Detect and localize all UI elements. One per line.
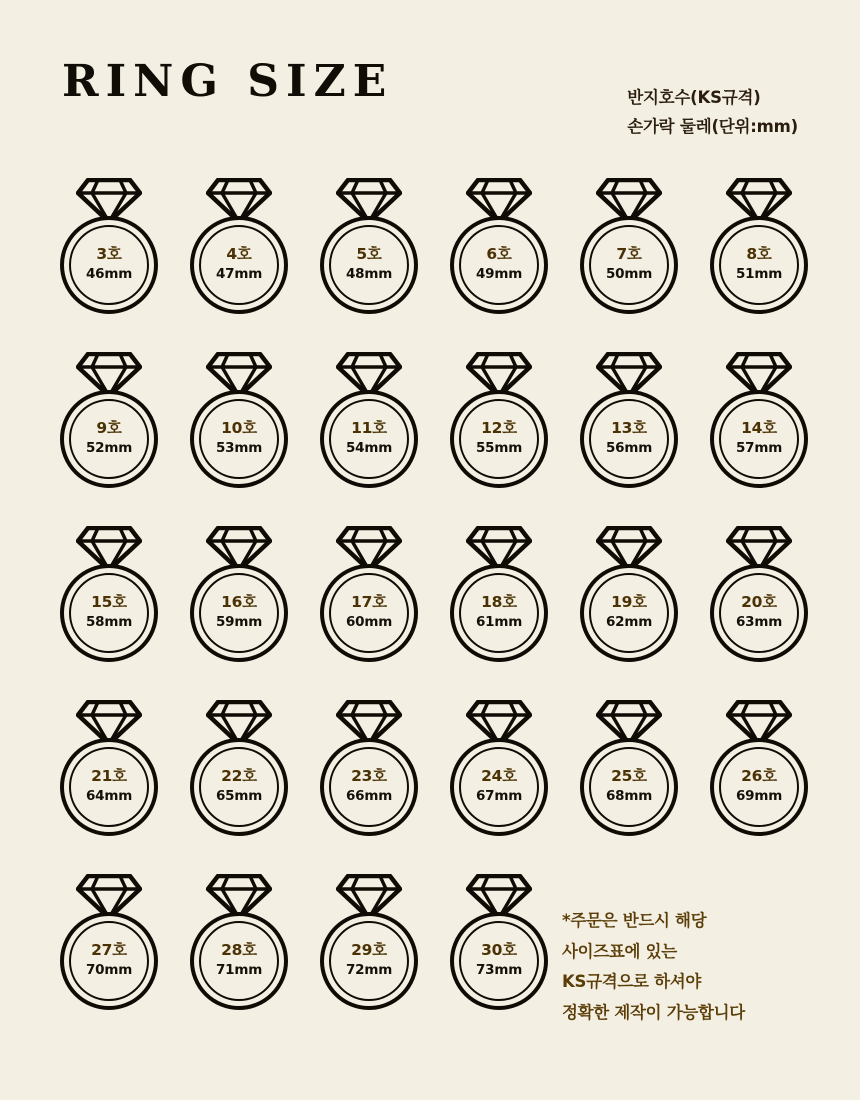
- ring-size-labels: [441, 766, 557, 805]
- ring-size-cell[interactable]: [564, 178, 694, 352]
- ring-size-number: 9호: [96, 419, 122, 437]
- ring-size-labels: [441, 940, 557, 979]
- ring-size-cell[interactable]: [174, 352, 304, 526]
- ring-size-cell[interactable]: [434, 526, 564, 700]
- ring-size-number: 8호: [746, 245, 772, 263]
- ring-size-number: 11호: [351, 419, 387, 437]
- footnote-line-1: *주문은 반드시 해당: [562, 911, 707, 930]
- ring-size-cell[interactable]: [174, 874, 304, 1048]
- ring-illustration: [51, 526, 167, 662]
- header-notes: [627, 84, 798, 142]
- ring-size-cell[interactable]: [44, 874, 174, 1048]
- ring-size-number: 7호: [616, 245, 642, 263]
- ring-size-cell[interactable]: [304, 874, 434, 1048]
- ring-illustration: [701, 526, 817, 662]
- chart-header: [62, 52, 798, 162]
- ring-circumference-mm: 55mm: [475, 439, 523, 456]
- ring-size-labels: [51, 940, 167, 979]
- ring-size-number: 20호: [741, 593, 777, 611]
- ring-size-number: 26호: [741, 767, 777, 785]
- ring-size-number: 29호: [351, 941, 387, 959]
- ring-size-cell[interactable]: [434, 700, 564, 874]
- ring-circumference-mm: 67mm: [475, 787, 523, 804]
- ring-size-labels: [701, 418, 817, 457]
- ring-size-labels: [181, 766, 297, 805]
- ring-size-number: 23호: [351, 767, 387, 785]
- ring-size-labels: [701, 766, 817, 805]
- ring-size-labels: [181, 940, 297, 979]
- ring-size-labels: [51, 592, 167, 631]
- ring-size-cell[interactable]: [434, 874, 564, 1048]
- ring-size-labels: [181, 244, 297, 283]
- ring-size-number: 4호: [226, 245, 252, 263]
- ring-size-cell[interactable]: [44, 700, 174, 874]
- ring-size-number: 16호: [221, 593, 257, 611]
- ring-size-labels: [441, 592, 557, 631]
- ring-size-cell[interactable]: [564, 526, 694, 700]
- ring-size-number: 21호: [91, 767, 127, 785]
- ring-circumference-mm: 53mm: [215, 439, 263, 456]
- ring-circumference-mm: 61mm: [475, 613, 523, 630]
- ring-size-number: 14호: [741, 419, 777, 437]
- ring-size-cell[interactable]: [44, 352, 174, 526]
- ring-size-number: 25호: [611, 767, 647, 785]
- ring-size-number: 24호: [481, 767, 517, 785]
- ring-illustration: [441, 700, 557, 836]
- ring-size-number: 17호: [351, 593, 387, 611]
- ring-size-number: 6호: [486, 245, 512, 263]
- footnote-line-3: KS규격으로 하셔야: [562, 972, 701, 992]
- ring-size-cell[interactable]: [434, 352, 564, 526]
- ring-size-labels: [441, 244, 557, 283]
- ring-circumference-mm: 65mm: [215, 787, 263, 804]
- ring-circumference-mm: 62mm: [605, 613, 653, 630]
- ring-illustration: [311, 526, 427, 662]
- ring-illustration: [571, 526, 687, 662]
- ring-size-cell[interactable]: [44, 526, 174, 700]
- ring-size-cell[interactable]: [304, 526, 434, 700]
- ring-illustration: [311, 700, 427, 836]
- ring-size-number: 27호: [91, 941, 127, 959]
- ring-size-cell[interactable]: [564, 700, 694, 874]
- ring-size-cell[interactable]: [694, 178, 824, 352]
- ring-illustration: [181, 352, 297, 488]
- ring-size-cell[interactable]: [174, 178, 304, 352]
- ring-size-labels: [51, 418, 167, 457]
- ring-illustration: [51, 700, 167, 836]
- header-note-line-1: 반지호수(KS규격): [627, 88, 761, 107]
- ring-size-labels: [441, 418, 557, 457]
- ring-illustration: [311, 352, 427, 488]
- ring-size-labels: [51, 244, 167, 283]
- ring-size-number: 12호: [481, 419, 517, 437]
- ring-illustration: [441, 352, 557, 488]
- ring-circumference-mm: 72mm: [345, 961, 393, 978]
- ring-circumference-mm: 58mm: [85, 613, 133, 630]
- ring-size-number: 28호: [221, 941, 257, 959]
- ring-size-labels: [51, 766, 167, 805]
- ring-circumference-mm: 52mm: [85, 439, 133, 456]
- ring-circumference-mm: 71mm: [215, 961, 263, 978]
- ring-illustration: [571, 700, 687, 836]
- ring-illustration: [181, 178, 297, 314]
- ring-size-number: 22호: [221, 767, 257, 785]
- ring-circumference-mm: 50mm: [605, 265, 653, 282]
- ring-circumference-mm: 64mm: [85, 787, 133, 804]
- ring-circumference-mm: 66mm: [345, 787, 393, 804]
- ring-illustration: [571, 178, 687, 314]
- ring-size-labels: [571, 244, 687, 283]
- footnote-line-2: 사이즈표에 있는: [562, 941, 677, 961]
- ring-illustration: [441, 874, 557, 1010]
- ring-size-labels: [571, 592, 687, 631]
- ring-circumference-mm: 49mm: [475, 265, 523, 282]
- ring-size-labels: [571, 766, 687, 805]
- ring-circumference-mm: 59mm: [215, 613, 263, 630]
- ring-size-labels: [181, 418, 297, 457]
- order-footnote: [562, 906, 832, 1028]
- ring-size-cell[interactable]: [564, 352, 694, 526]
- ring-illustration: [441, 178, 557, 314]
- ring-size-labels: [701, 592, 817, 631]
- ring-circumference-mm: 57mm: [735, 439, 783, 456]
- ring-size-number: 13호: [611, 419, 647, 437]
- ring-illustration: [181, 874, 297, 1010]
- footnote-line-4: 정확한 제작이 가능합니다: [562, 1002, 745, 1022]
- ring-size-cell[interactable]: [174, 526, 304, 700]
- page-title: RING SIZE: [62, 56, 394, 107]
- ring-size-cell[interactable]: [304, 178, 434, 352]
- ring-size-cell[interactable]: [304, 352, 434, 526]
- ring-illustration: [181, 526, 297, 662]
- ring-size-labels: [311, 766, 427, 805]
- ring-circumference-mm: 48mm: [345, 265, 393, 282]
- ring-size-number: 10호: [221, 419, 257, 437]
- ring-size-number: 5호: [356, 245, 382, 263]
- ring-illustration: [311, 178, 427, 314]
- ring-illustration: [311, 874, 427, 1010]
- ring-circumference-mm: 63mm: [735, 613, 783, 630]
- ring-size-number: 30호: [481, 941, 517, 959]
- ring-circumference-mm: 47mm: [215, 265, 263, 282]
- header-note-line-2: 손가락 둘레(단위:mm): [627, 116, 798, 136]
- ring-circumference-mm: 73mm: [475, 961, 523, 978]
- ring-size-labels: [311, 418, 427, 457]
- ring-size-number: 15호: [91, 593, 127, 611]
- ring-size-labels: [311, 940, 427, 979]
- ring-size-number: 18호: [481, 593, 517, 611]
- ring-size-cell[interactable]: [694, 526, 824, 700]
- ring-size-labels: [571, 418, 687, 457]
- ring-illustration: [51, 874, 167, 1010]
- ring-illustration: [51, 178, 167, 314]
- ring-circumference-mm: 70mm: [85, 961, 133, 978]
- ring-size-cell[interactable]: [694, 352, 824, 526]
- ring-illustration: [571, 352, 687, 488]
- ring-size-cell[interactable]: [174, 700, 304, 874]
- ring-illustration: [701, 178, 817, 314]
- ring-illustration: [181, 700, 297, 836]
- ring-size-cell[interactable]: [44, 178, 174, 352]
- ring-size-number: 19호: [611, 593, 647, 611]
- ring-circumference-mm: 51mm: [735, 265, 783, 282]
- ring-size-number: 3호: [96, 245, 122, 263]
- ring-illustration: [701, 700, 817, 836]
- ring-size-labels: [701, 244, 817, 283]
- ring-size-cell[interactable]: [304, 700, 434, 874]
- ring-circumference-mm: 46mm: [85, 265, 133, 282]
- ring-illustration: [441, 526, 557, 662]
- ring-circumference-mm: 54mm: [345, 439, 393, 456]
- ring-size-cell[interactable]: [434, 178, 564, 352]
- ring-illustration: [51, 352, 167, 488]
- ring-circumference-mm: 60mm: [345, 613, 393, 630]
- ring-circumference-mm: 56mm: [605, 439, 653, 456]
- ring-size-cell[interactable]: [694, 700, 824, 874]
- ring-circumference-mm: 68mm: [605, 787, 653, 804]
- ring-size-labels: [311, 244, 427, 283]
- ring-circumference-mm: 69mm: [735, 787, 783, 804]
- ring-size-labels: [311, 592, 427, 631]
- ring-size-labels: [181, 592, 297, 631]
- ring-illustration: [701, 352, 817, 488]
